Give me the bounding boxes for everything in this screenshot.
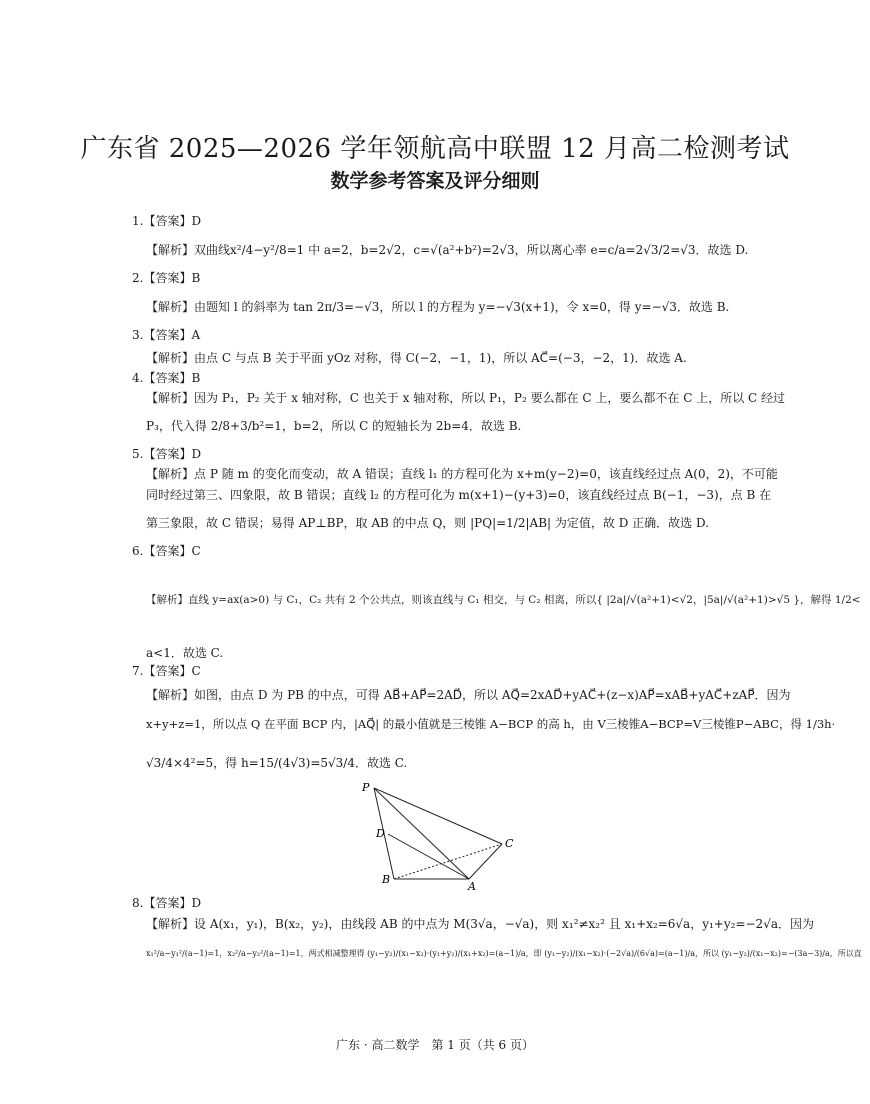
solution-text: a<1．故选 C. [146,646,224,660]
answer-heading: 2.【答案】B [132,271,201,285]
label-C: C [505,837,514,850]
solution-text: x+y+z=1，所以点 Q 在平面 BCP 内，|AQ⃗| 的最小值就是三棱锥 A−BCP 的高 h，由 V三棱锥A−BCP=V三棱锥P−ABC，得 1/3h· [146,717,836,731]
solution-text: 【解析】因为 P₁，P₂ 关于 x 轴对称，C 也关于 x 轴对称，所以 P₁，P₂ 要么都在 C 上，要么都不在 C 上，所以 C 经过 [146,391,786,405]
label-D: D [376,827,385,840]
solution-text: √3/4×4²=5，得 h=15/(4√3)=5√3/4．故选 C. [146,756,408,770]
document-title: 广东省 2025—2026 学年领航高中联盟 12 月高二检测考试 [80,134,790,164]
solution-text: 同时经过第三、四象限，故 B 错误；直线 l₂ 的方程可化为 m(x+1)−(y+3)=0，该直线经过点 B(−1，−3)，点 B 在 [146,488,772,502]
label-A: A [468,880,476,890]
answer-heading: 7.【答案】C [132,664,201,678]
answer-heading: 8.【答案】D [132,896,202,910]
solution-text: 【解析】由点 C 与点 B 关于平面 yOz 对称，得 C(−2，−1，1)，所以 AC⃗=(−3，−2，1)．故选 A. [146,351,687,365]
answer-heading: 6.【答案】C [132,544,201,558]
answer-heading: 4.【答案】B [132,371,201,385]
answer-heading: 3.【答案】A [132,328,201,342]
solution-text: 【解析】点 P 随 m 的变化而变动，故 A 错误；直线 l₁ 的方程可化为 x+m(y−2)=0，该直线经过点 A(0，2)，不可能 [146,467,778,481]
edge-PC [374,788,502,844]
answer-heading: 1.【答案】D [132,214,202,228]
label-B: B [382,873,391,886]
solution-text: x₁²/a−y₁²/(a−1)=1，x₂²/a−y₂²/(a−1)=1，两式相减整理得 (y₁−y₂)/(x₁−x₂)·(y₁+y₂)/(x₁+x₂)=(a−1)/a，即 (y₁−y₂)/(x₁−x₂)·(−2√a)/(6√a)=(a−1)/a，所以 (y₁−y₂)/(x₁−x₂)=−(3a−3)/a，所以直 [146,949,862,958]
answer-heading: 5.【答案】D [132,447,202,461]
tetrahedron-diagram [360,782,520,890]
page-footer: 广东 · 高二数学 第 1 页（共 6 页） [336,1038,534,1052]
edge-PA [374,788,469,879]
solution-text: 【解析】直线 y=ax(a>0) 与 C₁，C₂ 共有 2 个公共点，则该直线与 C₁ 相交，与 C₂ 相离，所以{ |2a|/√(a²+1)<√2，|5a|/√(a²+1)>√5 }，解得 1/2< [146,594,861,606]
solution-text: 【解析】由题知 l 的斜率为 tan 2π/3=−√3，所以 l 的方程为 y=−√3(x+1)，令 x=0，得 y=−√3．故选 B. [146,300,730,314]
solution-text: 【解析】双曲线x²/4−y²/8=1 中 a=2，b=2√2，c=√(a²+b²)=2√3，所以离心率 e=c/a=2√3/2=√3．故选 D. [146,243,749,257]
solution-text: P₃，代入得 2/8+3/b²=1，b=2，所以 C 的短轴长为 2b=4．故选 B. [146,419,522,433]
solution-text: 【解析】如图，由点 D 为 PB 的中点，可得 AB⃗+AP⃗=2AD⃗，所以 AQ⃗=2xAD⃗+yAC⃗+(z−x)AP⃗=xAB⃗+yAC⃗+zAP⃗．因为 [146,688,791,702]
solution-text: 【解析】设 A(x₁，y₁)，B(x₂，y₂)，由线段 AB 的中点为 M(3√a，−√a)，则 x₁²≠x₂² 且 x₁+x₂=6√a，y₁+y₂=−2√a．因为 [146,917,814,931]
solution-text: 第三象限，故 C 错误；易得 AP⊥BP，取 AB 的中点 Q，则 |PQ|=1/2|AB| 为定值，故 D 正确．故选 D. [146,516,709,530]
label-P: P [362,782,370,794]
document-subtitle: 数学参考答案及评分细则 [330,170,540,192]
